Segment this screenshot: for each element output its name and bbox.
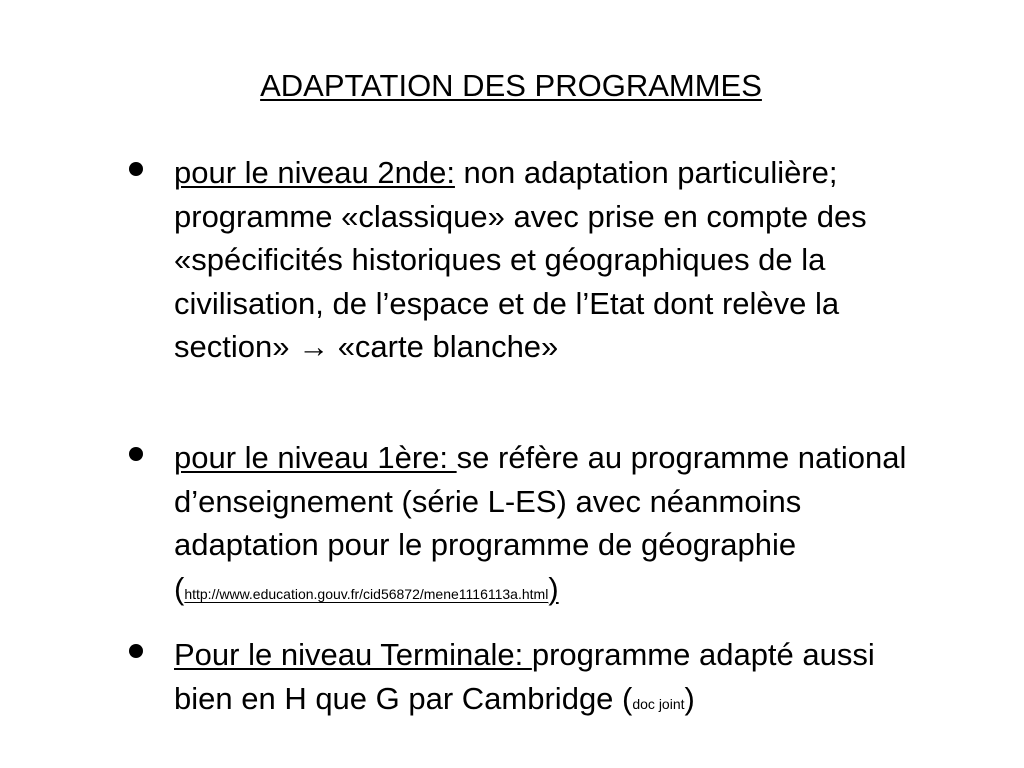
bullet-dot-icon: [129, 447, 143, 461]
bullet-body-1ere: se réfère au programme national d’enseignement (série L-ES) avec néanmoins adaptation pour le programme de géographie (: [174, 440, 907, 606]
slide-title: [0, 66, 1024, 106]
bullet-dot-icon: [129, 644, 143, 658]
education-gouv-link[interactable]: http://www.education.gouv.fr/cid56872/mene1116113a.html: [184, 585, 549, 602]
bullet-close-terminale: ): [684, 680, 695, 716]
slide-title-text: ADAPTATION DES PROGRAMMES: [260, 68, 762, 103]
doc-joint-note: doc joint: [632, 695, 685, 712]
bullet-body-2nde: non adaptation particulière; programme «classique» avec prise en compte des «spécificités historiques et géographiques de la civilisation, de l’espace et de l’Etat dont relève la section» → «carte blanche»: [174, 155, 867, 364]
bullet-label-2nde: pour le niveau 2nde:: [174, 155, 455, 190]
bullet-dot-icon: [129, 162, 143, 176]
bullet-label-terminale: Pour le niveau Terminale:: [174, 637, 532, 672]
bullet-body-terminale: programme adapté aussi bien en H que G par Cambridge (: [174, 637, 875, 716]
bullet-text-terminale: [174, 633, 934, 726]
bullet-text-2nde: [174, 151, 934, 369]
bullet-close-1ere: ): [548, 570, 559, 606]
bullet-text-1ere: [174, 436, 934, 616]
bullet-label-1ere: pour le niveau 1ère:: [174, 440, 457, 475]
